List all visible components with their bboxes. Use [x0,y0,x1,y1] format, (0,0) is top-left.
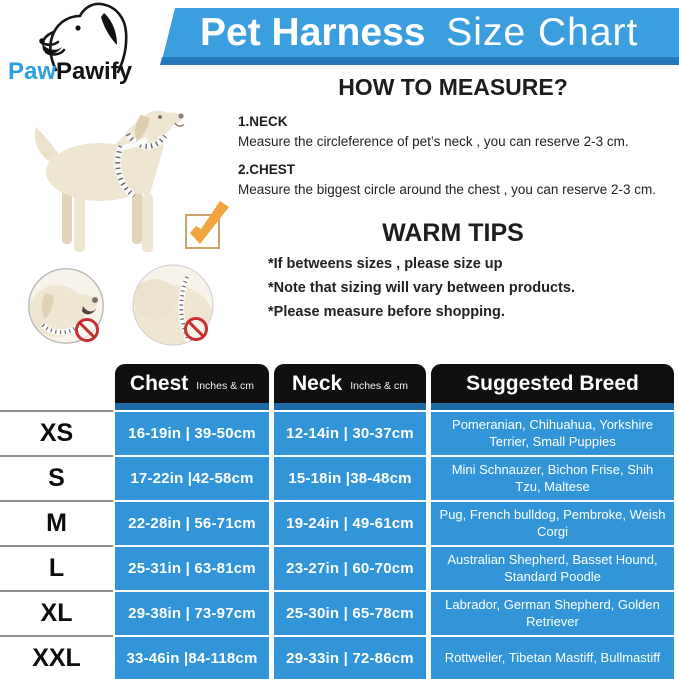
page-title-bold: Pet Harness [200,11,426,54]
logo-eye [75,25,80,30]
no-sign-icon [186,319,207,340]
breed-header-underline [431,403,674,410]
tip-line: *Note that sizing will vary between products. [268,280,575,296]
neck-cell: 12-14in | 30-37cm [274,412,426,455]
breed-cell: Mini Schnauzer, Bichon Frise, Shih Tzu, Maltese [431,457,674,500]
measure-step-text: Measure the biggest circle around the chest , you can reserve 2-3 cm. [238,182,656,197]
neck-header-units: Inches & cm [350,380,408,392]
page-title-light: Size Chart [446,11,639,54]
breed-cell: Rottweiler, Tibetan Mastiff, Bullmastiff [431,637,674,679]
how-to-measure-title: HOW TO MEASURE? [338,74,568,100]
neck-cell: 19-24in | 49-61cm [274,502,426,545]
dog-near-front-leg [142,194,153,252]
neck-column-header [274,364,426,403]
dog-near-rear-leg [74,192,85,252]
breed-header-label: Suggested Breed [466,371,639,395]
measure-step-chest [238,162,676,197]
logo-nose [39,38,45,44]
breed-cell: Pomeranian, Chihuahua, Yorkshire Terrier, Small Puppies [431,412,674,455]
no-sign-icon [77,320,98,341]
how-to-measure-section [230,74,676,197]
chest-column [115,364,269,679]
dog-far-rear-leg [62,190,72,244]
size-label: M [0,500,113,545]
size-table [0,364,679,679]
dog-far-front-leg [132,192,142,244]
neck-cell: 15-18in |38-48cm [274,457,426,500]
chest-cell: 29-38in | 73-97cm [115,592,269,635]
brand-name-paw: Paw [8,58,57,85]
size-label: XS [0,410,113,455]
neck-header-label: Neck [292,371,343,395]
checkmark-glyph [190,201,229,244]
breed-column-header [431,364,674,403]
inset-dog-muzzle [67,294,97,312]
size-label: XL [0,590,113,635]
warm-tips-section [230,219,676,320]
chest-header-underline [115,403,269,410]
measure-step-label: 2.CHEST [238,162,296,177]
brand-name [8,58,132,86]
inset-dog-nose [92,297,98,303]
dog-harness-photo [18,96,190,264]
neck-column [274,364,426,679]
inset-dog-shoulder [133,279,177,319]
checkmark-icon [182,199,230,253]
measure-step-neck [238,114,676,149]
dog-eye [158,115,162,119]
neck-header-underline [274,403,426,410]
neck-cell: 29-33in | 72-86cm [274,637,426,679]
brand-name-pawify: Pawify [56,58,133,85]
size-label: XXL [0,635,113,679]
neck-cell: 25-30in | 65-78cm [274,592,426,635]
size-label: S [0,455,113,500]
neck-closeup-inset [27,267,105,345]
chest-cell: 17-22in |42-58cm [115,457,269,500]
size-column [0,364,113,679]
logo-ear [101,13,117,45]
measure-step-label: 1.NECK [238,114,288,129]
size-column-header-spacer [0,364,113,410]
size-label: L [0,545,113,590]
breed-cell: Australian Shepherd, Basset Hound, Standard Poodle [431,547,674,590]
header-banner-shadow-strip [160,57,679,65]
dog-nose [178,113,183,118]
chest-closeup-inset [131,263,215,347]
neck-cell: 23-27in | 60-70cm [274,547,426,590]
chest-cell: 33-46in |84-118cm [115,637,269,679]
chest-header-label: Chest [129,371,189,395]
chest-column-header [115,364,269,403]
measure-step-text: Measure the circleference of pet’s neck , you can reserve 2-3 cm. [238,134,629,149]
breed-cell: Labrador, German Shepherd, Golden Retriever [431,592,674,635]
breed-column [431,364,674,679]
tip-line: *If betweens sizes , please size up [268,256,503,272]
breed-cell: Pug, French bulldog, Pembroke, Weish Corgi [431,502,674,545]
chest-cell: 22-28in | 56-71cm [115,502,269,545]
chest-cell: 16-19in | 39-50cm [115,412,269,455]
chest-cell: 25-31in | 63-81cm [115,547,269,590]
page-title [200,9,638,56]
tip-line: *Please measure before shopping. [268,304,505,320]
warm-tips-title: WARM TIPS [382,219,524,247]
chest-header-units: Inches & cm [196,380,255,392]
